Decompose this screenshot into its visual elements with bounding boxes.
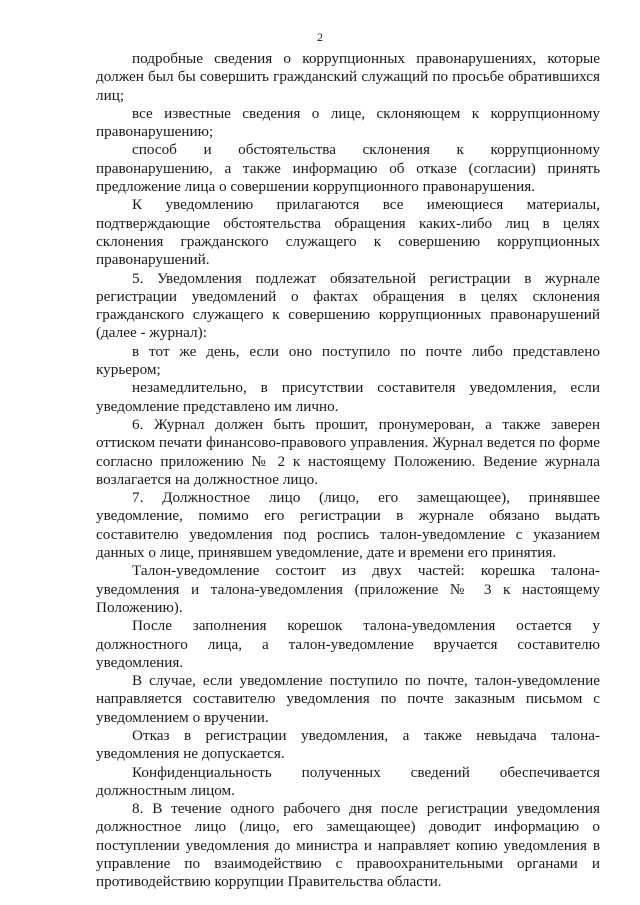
paragraph: В случае, если уведомление поступило по почте, талон-уведомление направляется составителю уведомления по почте заказным письмом с уведомлением о вручении. [96,672,600,726]
paragraph: 6. Журнал должен быть прошит, пронумерован, а также заверен оттиском печати финансово-правового управления. Журнал ведется по форме согласно приложению № 2 к настоящему Положению. Ведение журнала возлагается на должностное лицо. [96,415,600,488]
paragraph: 7. Должностное лицо (лицо, его замещающее), принявшее уведомление, помимо его регистрации в журнале обязано выдать составителю уведомления под роспись талон-уведомление с указанием данных о лице, принявшем уведомление, дате и времени его принятия. [96,489,600,562]
paragraph: Талон-уведомление состоит из двух частей: корешка талона-уведомления и талона-уведомления (приложение № 3 к настоящему Положению). [96,562,600,616]
paragraph: в тот же день, если оно поступило по почте либо представлено курьером; [96,342,600,379]
paragraph: К уведомлению прилагаются все имеющиеся материалы, подтверждающие обстоятельства обращения каких-либо лиц в целях склонения гражданского служащего к совершению коррупционных правонарушений. [96,196,600,269]
page-number: 2 [317,30,323,44]
paragraph: После заполнения корешок талона-уведомления остается у должностного лица, а талон-уведомление вручается составителю уведомления. [96,617,600,671]
document-body [96,50,600,892]
paragraph: Конфиденциальность полученных сведений обеспечивается должностным лицом. [96,763,600,799]
paragraph: Отказ в регистрации уведомления, а также невыдача талона-уведомления не допускается. [96,726,600,763]
paragraph: способ и обстоятельства склонения к коррупционному правонарушению, а также информацию об отказе (согласии) принять предложение лица о совершении коррупционного правонарушения. [96,141,600,196]
paragraph: подробные сведения о коррупционных правонарушениях, которые должен был бы совершить гражданский служащий по просьбе обратившихся лиц; [96,50,600,104]
paragraph: 8. В течение одного рабочего дня после регистрации уведомления должностное лицо (лицо, его замещающее) доводит информацию о поступлении уведомления до министра и направляет копию уведомления в управление по взаимодействию с правоохранительными органами и противодействию коррупции Правительства области. [96,800,600,891]
paragraph: незамедлительно, в присутствии составителя уведомления, если уведомление представлено им лично. [96,379,600,415]
paragraph: 5. Уведомления подлежат обязательной регистрации в журнале регистрации уведомлений о фактах обращения в целях склонения гражданского служащего к совершению коррупционных правонарушений (далее - журнал): [96,269,600,342]
paragraph: все известные сведения о лице, склоняющем к коррупционному правонарушению; [96,104,600,141]
